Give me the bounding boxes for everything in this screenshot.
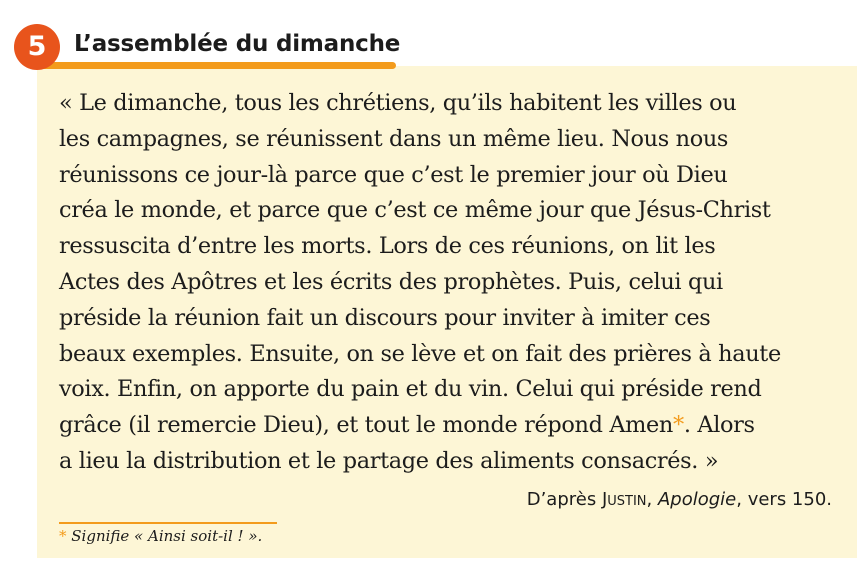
quote-line-text: . Alors: [683, 412, 755, 439]
source-prefix: D’après: [526, 489, 602, 510]
quote-line: beaux exemples. Ensuite, on se lève et on fait des prières à haute: [59, 340, 781, 367]
source-separator: ,: [646, 489, 658, 510]
quote-line: voix. Enfin, on apporte du pain et du vin. Celui qui préside rend: [59, 376, 762, 403]
quote-line: Actes des Apôtres et les écrits des prophètes. Puis, celui qui: [59, 268, 723, 295]
footnote-star: *: [59, 527, 67, 545]
title-underline: [30, 62, 396, 69]
source-work: Apologie: [657, 489, 737, 510]
footnote-text: Signifie « Ainsi soit-il ! ».: [66, 527, 263, 545]
section-title: L’assemblée du dimanche: [74, 31, 401, 57]
quote-line: « Le dimanche, tous les chrétiens, qu’ils habitent les villes ou: [59, 90, 737, 116]
quote-line: réunissons ce jour-là parce que c’est le premier jour où Dieu: [59, 161, 728, 188]
quote-text: [59, 86, 839, 480]
quote-line: les campagnes, se réunissent dans un même lieu. Nous nous: [59, 125, 729, 152]
footnote: [59, 527, 262, 545]
quote-line: a lieu la distribution et le partage des aliments consacrés. »: [59, 447, 719, 474]
quote-line: créa le monde, et parce que c’est ce même jour que Jésus-Christ: [59, 197, 771, 224]
quote-line-text: grâce (il remercie Dieu), et tout le monde répond Amen: [59, 412, 673, 439]
quote-line: [59, 408, 839, 444]
footnote-marker: *: [673, 412, 684, 439]
section-number-badge: 5: [14, 24, 60, 70]
quote-line: préside la réunion fait un discours pour inviter à imiter ces: [59, 304, 711, 331]
source-citation: [527, 489, 832, 510]
quote-line: ressuscita d’entre les morts. Lors de ces réunions, on lit les: [59, 233, 716, 260]
source-author: Justin: [601, 489, 647, 510]
source-suffix: , vers 150.: [736, 489, 832, 510]
footnote-divider: [59, 522, 277, 524]
